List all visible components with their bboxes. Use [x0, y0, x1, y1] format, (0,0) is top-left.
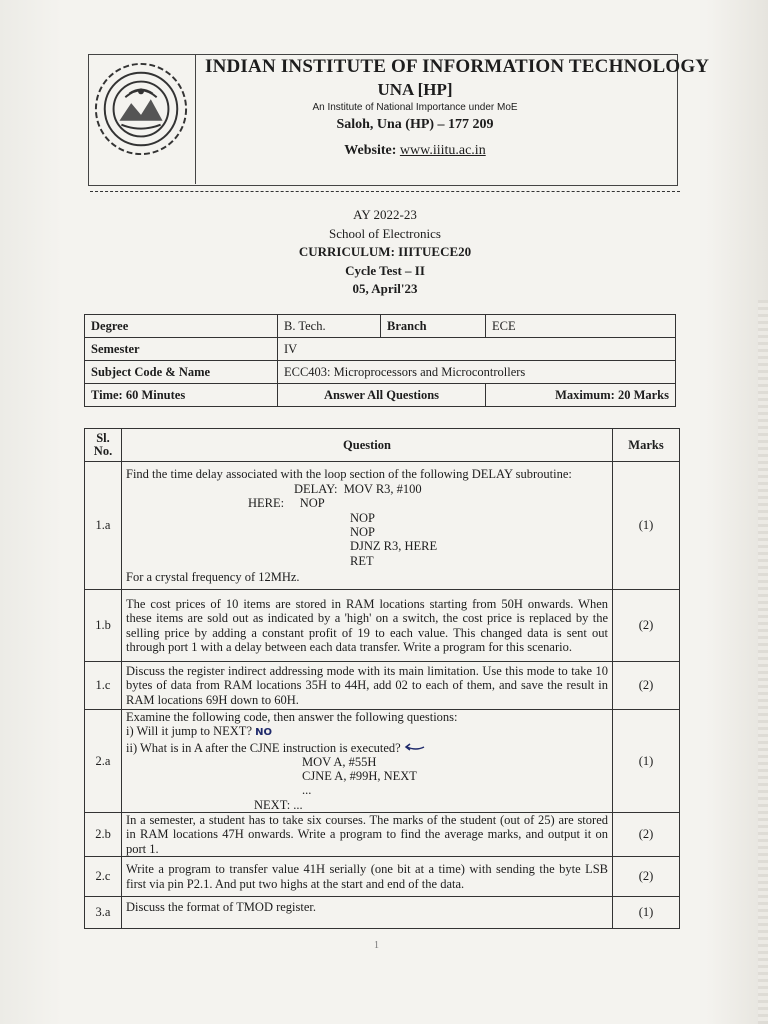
question-outro: For a crystal frequency of 12MHz.: [126, 569, 300, 584]
instruction-text: Answer All Questions: [278, 384, 486, 407]
header-divider: [195, 54, 196, 184]
question-number: 1.c: [85, 662, 122, 710]
sl-no-header: [85, 429, 122, 462]
max-marks: Maximum: 20 Marks: [486, 384, 676, 407]
code-line: ...: [302, 783, 312, 798]
table-row: [85, 897, 680, 929]
page-number: 1: [374, 940, 379, 951]
degree-label: Degree: [85, 315, 278, 338]
institute-address: Saloh, Una (HP) – 177 209: [336, 117, 494, 132]
subject-value: ECC403: Microprocessors and Microcontrollers: [278, 361, 676, 384]
degree-value: B. Tech.: [278, 315, 381, 338]
table-row: [85, 590, 680, 662]
curriculum: CURRICULUM: IIITUECE20: [298, 244, 472, 259]
question-marks: (1): [613, 897, 680, 929]
code-instr: DJNZ R3, HERE: [350, 539, 438, 554]
code-instr: NOP: [350, 525, 376, 539]
exam-info: [230, 206, 540, 299]
code-line: CJNE A, #99H, NEXT: [302, 769, 417, 784]
subject-label: Subject Code & Name: [85, 361, 278, 384]
questions-table: [84, 428, 680, 929]
exam-details-table: [84, 314, 676, 407]
question-text: Write a program to transfer value 41H serially (one bit at a time) with sending the byte LSB first via pin P2.1. And put two highs at the start and end of the data.: [122, 857, 613, 897]
table-row: [85, 662, 680, 710]
question-text: Discuss the register indirect addressing mode with its main limitation. Use this mode to take 10 bytes of data from RAM locations 35H to 44H, add 02 to each of them, and save the result in RAM locations 69H down to 60H.: [122, 662, 613, 710]
question-intro: Examine the following code, then answer the following questions:: [126, 710, 458, 724]
sub-question-1: i) Will it jump to NEXT?: [126, 724, 252, 739]
question-text: [122, 710, 613, 813]
academic-year: AY 2022-23: [353, 207, 417, 222]
sub-question-2: ii) What is in A after the CJNE instruction is executed?: [126, 740, 401, 755]
table-row: [85, 462, 680, 590]
school-name: School of Electronics: [329, 225, 441, 241]
question-marks: (2): [613, 857, 680, 897]
question-text: [122, 462, 613, 590]
code-instr: RET: [350, 553, 374, 568]
branch-value: ECE: [486, 315, 676, 338]
question-number: 2.a: [85, 710, 122, 813]
website-link[interactable]: www.iiitu.ac.in: [399, 143, 486, 158]
website-label: Website:: [344, 143, 397, 158]
handwritten-answer: NO: [255, 727, 272, 739]
time-label: Time: 60 Minutes: [85, 384, 278, 407]
question-number: 1.a: [85, 462, 122, 590]
question-number: 2.b: [85, 813, 122, 857]
institute-website: [205, 143, 625, 159]
question-text: The cost prices of 10 items are stored in RAM locations starting from 50H onwards. When these items are sold out as indicated by a 'high' on a switch, the cost price is replaced by the selling price by adding a constant profit of 19 to each value. This changed data is sent out through port 1 with a delay between each data transfer. Write a program for this scenario.: [122, 590, 613, 662]
table-row: [85, 857, 680, 897]
code-line: MOV A, #55H: [302, 754, 377, 769]
institute-name: INDIAN INSTITUTE OF INFORMATION TECHNOLOGY: [205, 56, 710, 77]
exam-date: 05, April'23: [352, 281, 418, 296]
code-block: [126, 482, 608, 568]
table-row: [85, 710, 680, 813]
question-intro: Find the time delay associated with the loop section of the following DELAY subroutine:: [126, 466, 572, 481]
paper-edge: [758, 300, 768, 1024]
question-header: Question: [122, 429, 613, 462]
pen-arrow-icon: [404, 742, 426, 752]
test-name: Cycle Test – II: [345, 262, 425, 278]
institute-logo-icon: [92, 60, 190, 158]
code-label: DELAY:: [294, 482, 338, 497]
semester-value: IV: [278, 338, 676, 361]
question-number: 3.a: [85, 897, 122, 929]
sl-header-text: Sl.: [96, 431, 110, 445]
code-label: HERE:: [248, 496, 285, 511]
question-text: In a semester, a student has to take six courses. The marks of the student (out of 25) are stored in RAM locations 47H onwards. Write a program to find the average marks, and output it on port 1.: [122, 813, 613, 857]
question-marks: (1): [613, 462, 680, 590]
dashed-separator: [90, 191, 680, 192]
institute-location: UNA [HP]: [377, 80, 453, 99]
institute-tagline: An Institute of National Importance under MoE: [312, 102, 518, 113]
question-number: 1.b: [85, 590, 122, 662]
code-instr: NOP: [299, 496, 325, 511]
question-text: Discuss the format of TMOD register.: [122, 897, 613, 929]
code-line: NEXT: ...: [254, 797, 303, 812]
table-row: [85, 813, 680, 857]
code-instr: MOV R3, #100: [343, 482, 422, 497]
question-number: 2.c: [85, 857, 122, 897]
code-instr: NOP: [350, 510, 376, 525]
questions-header-row: [85, 429, 680, 462]
question-marks: (2): [613, 813, 680, 857]
no-header-text: No.: [93, 444, 113, 458]
question-marks: (1): [613, 710, 680, 813]
question-marks: (2): [613, 662, 680, 710]
question-marks: (2): [613, 590, 680, 662]
branch-label: Branch: [381, 315, 486, 338]
semester-label: Semester: [85, 338, 278, 361]
marks-header: Marks: [613, 429, 680, 462]
